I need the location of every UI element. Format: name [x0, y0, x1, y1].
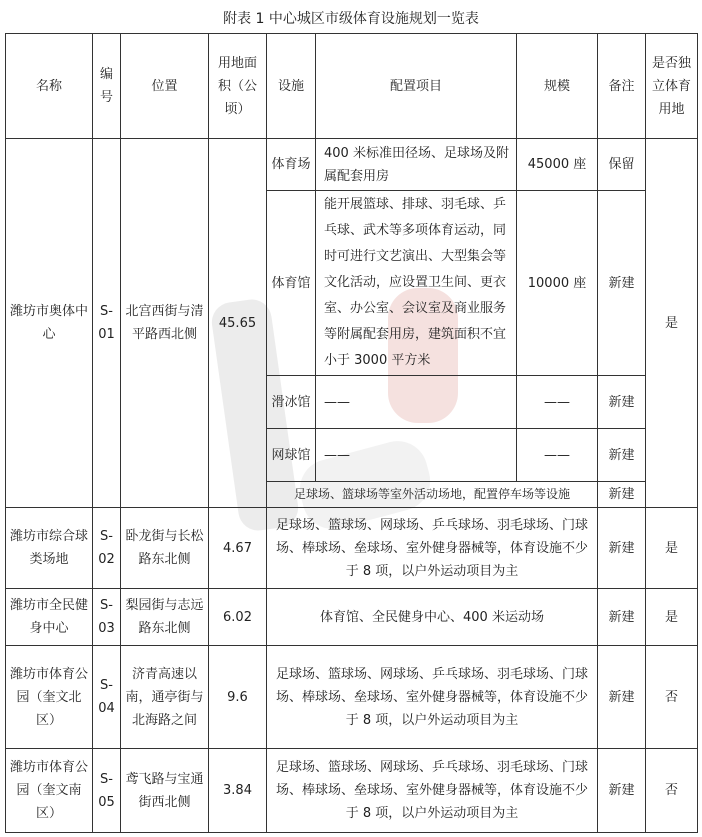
cell-config: 足球场、篮球场、网球场、乒乓球场、羽毛球场、门球场、棒球场、垒球场、室外健身器械等，体育设施不少于 8 项，以户外运动项目为主 [267, 508, 598, 589]
cell-area: 45.65 [209, 139, 267, 508]
cell-facility: 体育馆 [267, 191, 316, 376]
cell-facility: 网球馆 [267, 429, 316, 482]
cell-config: 能开展篮球、排球、羽毛球、乒乓球、武术等多项体育运动，同时可进行文艺演出、大型集会等文化活动，应设置卫生间、更衣室、办公室、会议室及商业服务等附属配套用房，建筑面积不宜小于 3000 平方米 [316, 191, 517, 376]
cell-scale: 10000 座 [517, 191, 598, 376]
cell-area: 4.67 [209, 508, 267, 589]
cell-name: 潍坊市体育公园（奎文北区） [6, 646, 93, 749]
cell-code: S-05 [93, 749, 121, 833]
cell-remark: 新建 [598, 508, 646, 589]
cell-code: S-04 [93, 646, 121, 749]
cell-scale: 45000 座 [517, 139, 598, 191]
cell-name: 潍坊市全民健身中心 [6, 589, 93, 646]
cell-location: 济青高速以南，通亭街与北海路之间 [121, 646, 209, 749]
cell-scale: —— [517, 429, 598, 482]
cell-code: S-02 [93, 508, 121, 589]
cell-remark: 新建 [598, 482, 646, 508]
header-name: 名称 [6, 34, 93, 139]
header-location: 位置 [121, 34, 209, 139]
header-independent: 是否独立体育用地 [646, 34, 698, 139]
header-remark: 备注 [598, 34, 646, 139]
header-scale: 规模 [517, 34, 598, 139]
cell-location: 梨园街与志远路东北侧 [121, 589, 209, 646]
cell-independent: 是 [646, 589, 698, 646]
cell-scale: —— [517, 376, 598, 429]
table-row [6, 646, 698, 749]
cell-independent: 否 [646, 646, 698, 749]
cell-facility: 体育场 [267, 139, 316, 191]
cell-remark: 新建 [598, 646, 646, 749]
cell-remark: 新建 [598, 429, 646, 482]
cell-name: 潍坊市综合球类场地 [6, 508, 93, 589]
cell-location: 鸢飞路与宝通街西北侧 [121, 749, 209, 833]
cell-independent: 否 [646, 749, 698, 833]
header-facility: 设施 [267, 34, 316, 139]
cell-remark: 新建 [598, 589, 646, 646]
facility-planning-table [5, 33, 698, 833]
cell-remark: 保留 [598, 139, 646, 191]
cell-remark: 新建 [598, 191, 646, 376]
cell-remark: 新建 [598, 376, 646, 429]
cell-config: —— [316, 429, 517, 482]
cell-config: 足球场、篮球场、网球场、乒乓球场、羽毛球场、门球场、棒球场、垒球场、室外健身器械等，体育设施不少于 8 项，以户外运动项目为主 [267, 646, 598, 749]
cell-location: 卧龙街与长松路东北侧 [121, 508, 209, 589]
header-code: 编号 [93, 34, 121, 139]
cell-area: 6.02 [209, 589, 267, 646]
cell-name: 潍坊市奥体中心 [6, 139, 93, 508]
cell-location: 北宫西街与清平路西北侧 [121, 139, 209, 508]
header-row [6, 34, 698, 139]
cell-independent: 是 [646, 508, 698, 589]
cell-independent: 是 [646, 139, 698, 508]
cell-code: S-01 [93, 139, 121, 508]
cell-area: 3.84 [209, 749, 267, 833]
cell-config: 足球场、篮球场、网球场、乒乓球场、羽毛球场、门球场、棒球场、垒球场、室外健身器械等，体育设施不少于 8 项，以户外运动项目为主 [267, 749, 598, 833]
cell-config: —— [316, 376, 517, 429]
table-title: 附表 1 中心城区市级体育设施规划一览表 [223, 11, 479, 27]
cell-config: 400 米标准田径场、足球场及附属配套用房 [316, 139, 517, 191]
header-config: 配置项目 [316, 34, 517, 139]
table-row [6, 749, 698, 833]
cell-remark: 新建 [598, 749, 646, 833]
cell-name: 潍坊市体育公园（奎文南区） [6, 749, 93, 833]
cell-code: S-03 [93, 589, 121, 646]
cell-config: 足球场、篮球场等室外活动场地，配置停车场等设施 [267, 482, 598, 508]
table-row [6, 508, 698, 589]
cell-config: 体育馆、全民健身中心、400 米运动场 [267, 589, 598, 646]
table-row [6, 139, 698, 191]
table-row [6, 589, 698, 646]
header-area: 用地面积（公顷） [209, 34, 267, 139]
cell-area: 9.6 [209, 646, 267, 749]
cell-facility: 滑冰馆 [267, 376, 316, 429]
